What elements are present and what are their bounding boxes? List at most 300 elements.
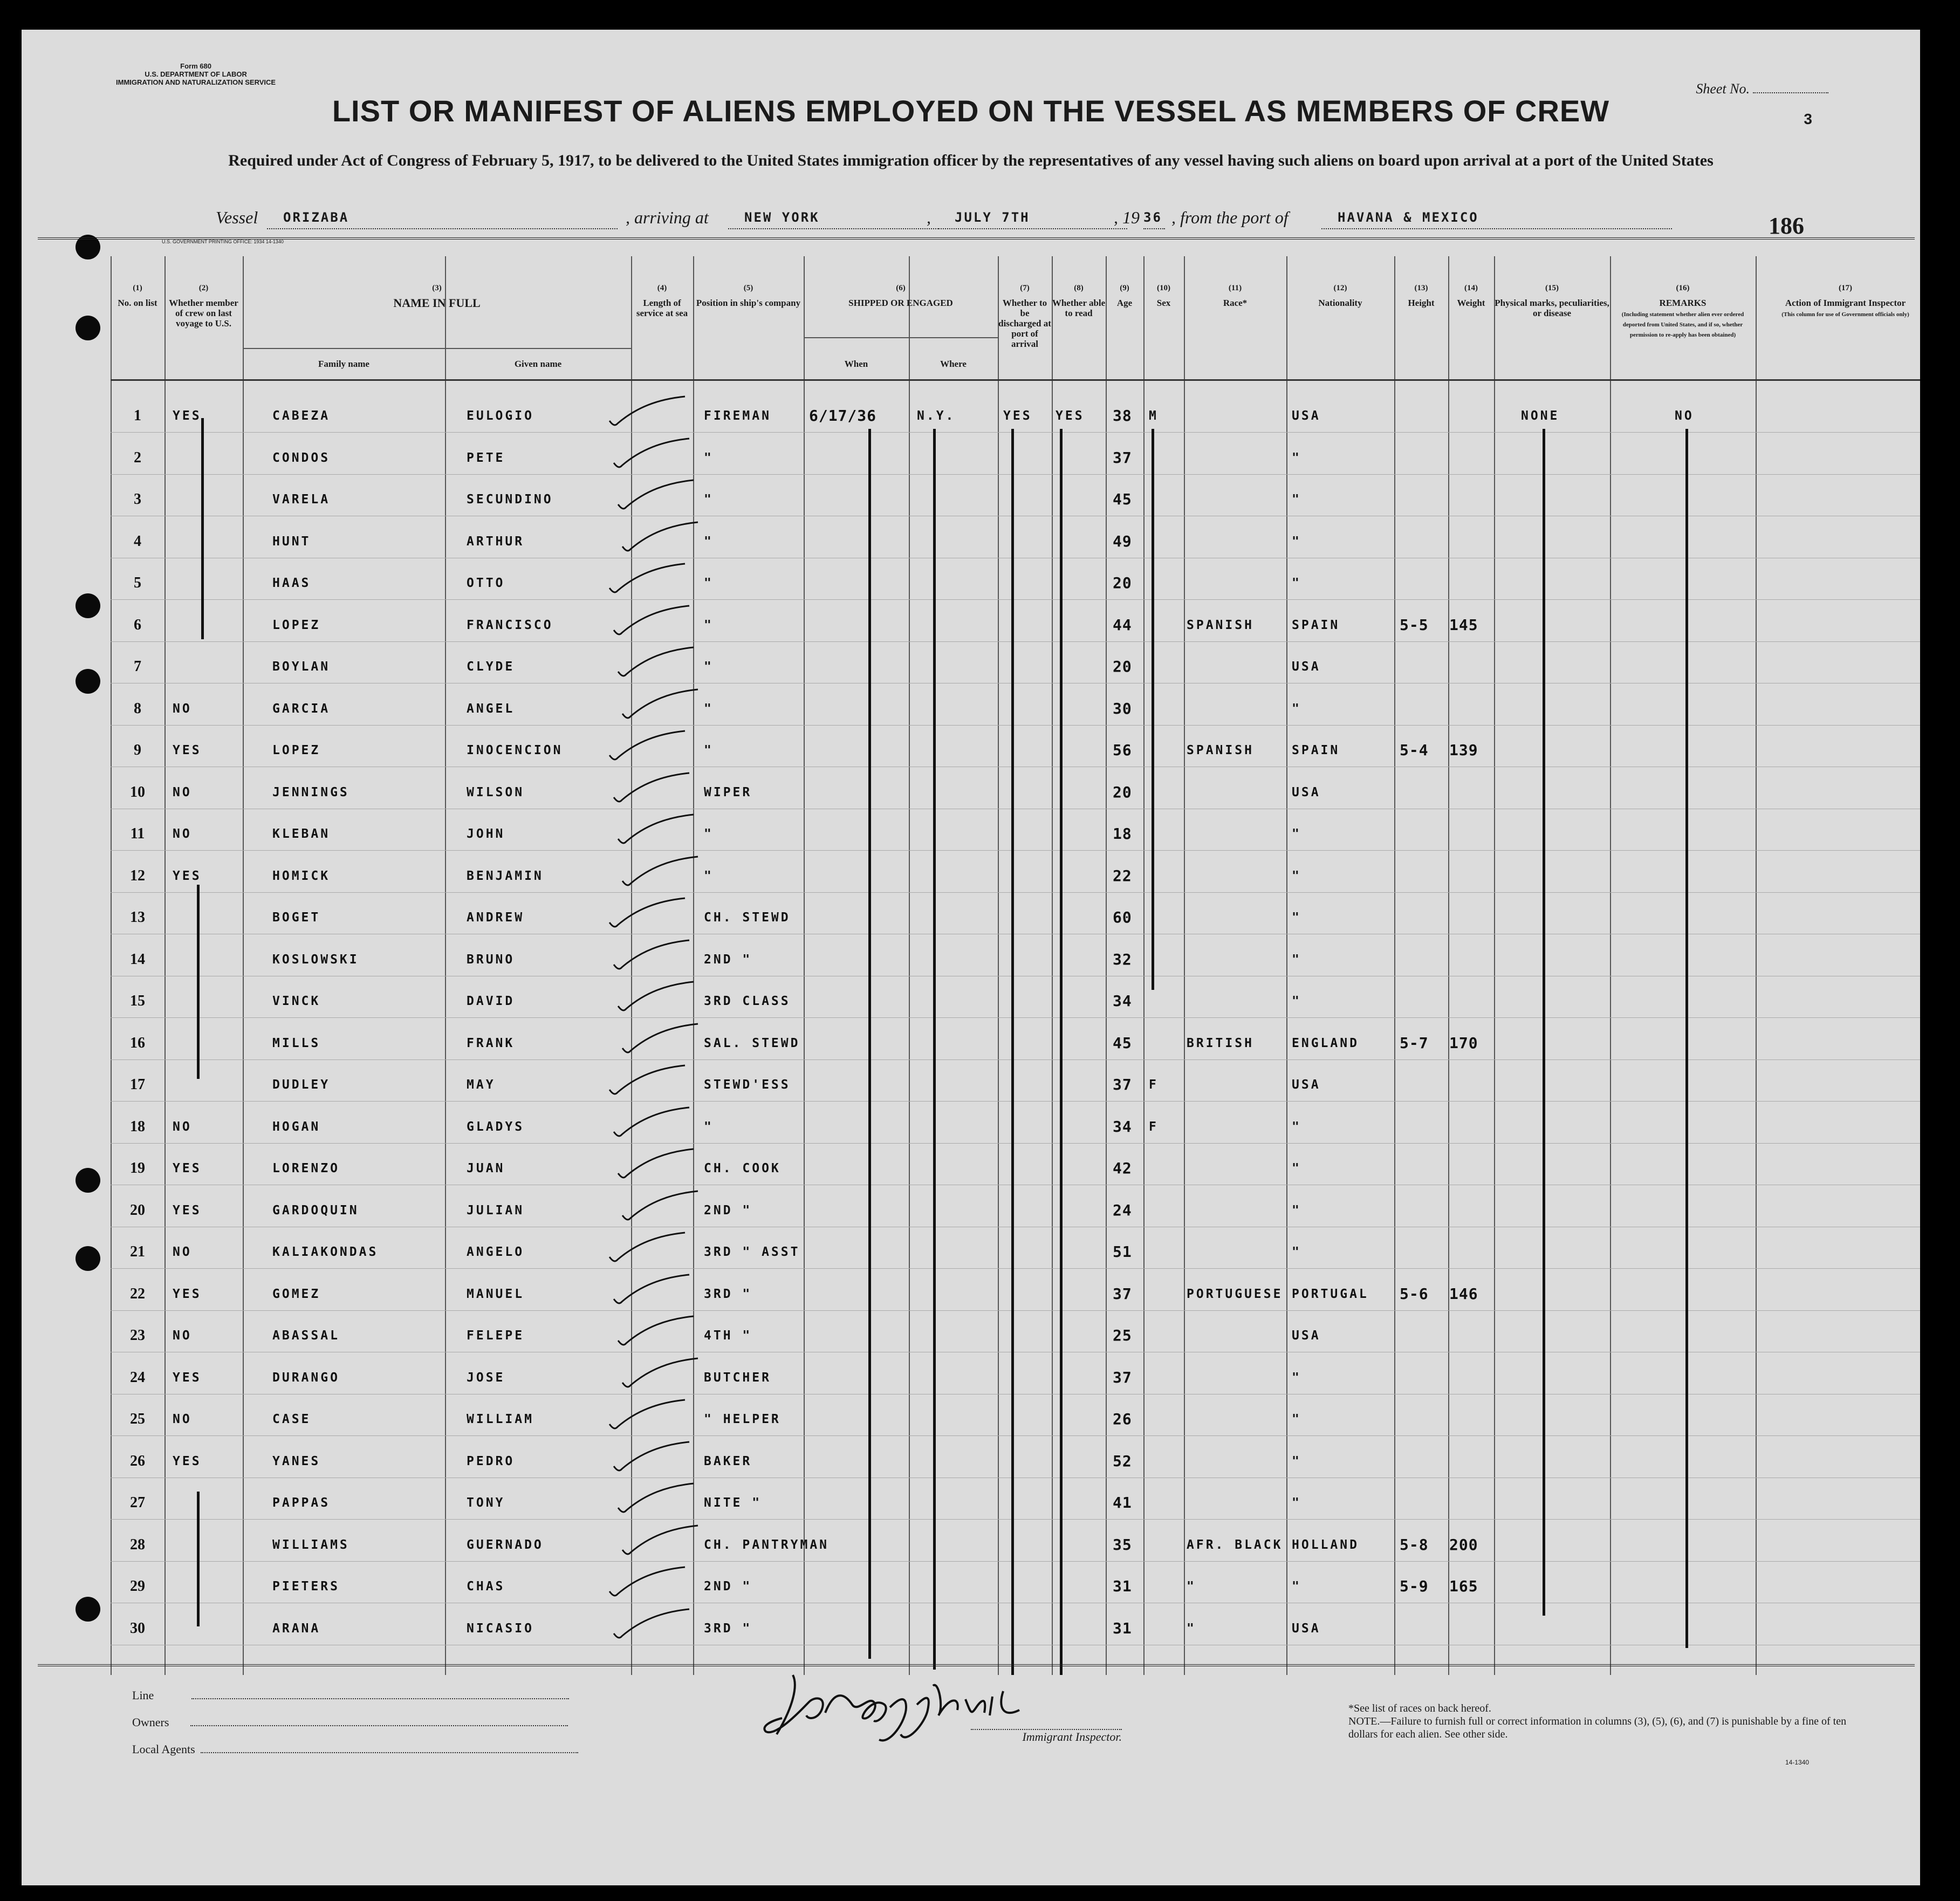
- agents-field: Local Agents: [132, 1742, 578, 1756]
- cell-age: 31: [1113, 1577, 1132, 1595]
- table-row: [111, 1562, 1920, 1603]
- cell-weight: [1449, 1241, 1492, 1263]
- cell-position: CH. COOK: [704, 1161, 781, 1175]
- cell-marks: NONE: [1521, 409, 1560, 423]
- cell-weight: [1449, 489, 1492, 510]
- table-row: [111, 1186, 1920, 1227]
- cell-where: [917, 949, 992, 970]
- cell-read: [1056, 1032, 1104, 1054]
- cell-crew: [173, 572, 243, 594]
- cell-sex: [1149, 1408, 1181, 1430]
- table-row: [111, 1018, 1920, 1060]
- cell-given: NICASIO: [467, 1621, 534, 1636]
- cell-position: SAL. STEWD: [704, 1036, 800, 1050]
- cell-height: 5-6: [1400, 1284, 1429, 1303]
- from-port: HAVANA & MEXICO: [1321, 207, 1672, 229]
- cell-remarks: [1675, 1576, 1718, 1597]
- cell-height: [1400, 1367, 1448, 1389]
- cell-remarks: [1675, 1283, 1718, 1305]
- cell-position: NITE ": [704, 1496, 762, 1510]
- check-mark-icon: [599, 1394, 707, 1432]
- cell-nationality: ": [1292, 911, 1301, 925]
- cell-weight: [1449, 1116, 1492, 1138]
- table-row: [111, 558, 1920, 600]
- cell-given: MANUEL: [467, 1287, 525, 1301]
- cell-race: [1187, 865, 1305, 887]
- cell-age: 37: [1113, 1368, 1132, 1386]
- check-mark-icon: [603, 433, 711, 471]
- cell-no: 12: [130, 867, 145, 884]
- cell-family: CASE: [272, 1412, 311, 1426]
- cell-given: OTTO: [467, 576, 505, 590]
- cell-nationality: USA: [1292, 1621, 1321, 1636]
- cell-discharged: [1003, 1283, 1052, 1305]
- cell-position: CH. STEWD: [704, 911, 791, 925]
- cell-nationality: ": [1292, 1454, 1301, 1468]
- cell-position: 3RD ": [704, 1621, 752, 1636]
- cell-family: HOGAN: [272, 1119, 321, 1134]
- cell-given: FELEPE: [467, 1329, 525, 1343]
- cell-family: ARANA: [272, 1621, 321, 1636]
- cell-remarks: [1675, 698, 1718, 720]
- cell-given: BRUNO: [467, 952, 515, 967]
- cell-given: JOHN: [467, 827, 505, 841]
- cell-crew: NO: [173, 785, 192, 799]
- check-mark-icon: [612, 1018, 719, 1056]
- cell-crew: [173, 907, 243, 928]
- table-row: [111, 1604, 1920, 1645]
- cell-age: 42: [1113, 1159, 1132, 1177]
- cell-no: 6: [134, 616, 141, 633]
- cell-remarks: [1675, 614, 1718, 636]
- cell-nationality: ENGLAND: [1292, 1036, 1359, 1050]
- cell-read: [1056, 1241, 1104, 1263]
- cell-read: [1056, 949, 1104, 970]
- cell-position: ": [704, 701, 714, 716]
- cell-no: 20: [130, 1201, 145, 1219]
- header-given-name: Given name: [514, 359, 562, 369]
- cell-no: 11: [130, 825, 145, 842]
- cell-weight: [1449, 990, 1492, 1012]
- cell-when: [809, 1576, 906, 1597]
- vessel-label: Vessel: [216, 208, 258, 227]
- cell-where: [917, 1492, 992, 1514]
- table-row: [111, 391, 1920, 433]
- manifest-sheet: [22, 30, 1920, 1885]
- cell-discharged: [1003, 782, 1052, 803]
- cell-discharged: [1003, 865, 1052, 887]
- cell-where: [917, 1116, 992, 1138]
- header-shipped-engaged: (6) SHIPPED OR ENGAGED: [848, 284, 953, 308]
- check-mark-icon: [612, 684, 719, 722]
- check-mark-icon: [603, 600, 711, 638]
- cell-nationality: ": [1292, 1579, 1301, 1594]
- cell-race: [1187, 489, 1305, 510]
- cell-race: [1187, 782, 1305, 803]
- cell-position: 2ND ": [704, 1203, 752, 1218]
- cell-weight: [1449, 531, 1492, 552]
- table-row: [111, 1478, 1920, 1520]
- cell-where: [917, 1451, 992, 1472]
- cell-no: 18: [130, 1118, 145, 1135]
- cell-family: DUDLEY: [272, 1078, 331, 1092]
- cell-remarks: [1675, 531, 1718, 552]
- cell-age: 49: [1113, 532, 1132, 550]
- cell-height: [1400, 656, 1448, 678]
- from-label: , from the port of: [1171, 208, 1289, 227]
- cell-when: [809, 1032, 906, 1054]
- cell-sex: F: [1149, 1078, 1159, 1092]
- cell-remarks: [1675, 1618, 1718, 1639]
- cell-no: 10: [130, 783, 145, 801]
- punch-hole: [76, 669, 100, 694]
- check-mark-icon: [607, 809, 715, 847]
- cell-marks: [1521, 1158, 1586, 1179]
- cell-no: 28: [130, 1536, 145, 1553]
- cell-crew: NO: [173, 1245, 192, 1259]
- penalty-note: NOTE.—Failure to furnish full or correct information in columns (3), (5), (6), and (7) is punishable by a fine of ten dollars for each alien. See other side.: [1348, 1715, 1847, 1740]
- cell-read: YES: [1056, 409, 1085, 423]
- cell-discharged: [1003, 531, 1052, 552]
- cell-family: CABEZA: [272, 409, 331, 423]
- header-discharged: (7) Whether to be discharged at port of arrival: [998, 284, 1051, 349]
- cell-weight: [1449, 823, 1492, 845]
- cell-race: [1187, 698, 1305, 720]
- year-suffix: 36: [1143, 207, 1165, 229]
- arrival-date: JULY 7TH: [938, 207, 1127, 229]
- cell-height: [1400, 1074, 1448, 1096]
- cell-age: 22: [1113, 866, 1132, 885]
- table-row: [111, 809, 1920, 851]
- cell-position: 3RD " ASST: [704, 1245, 800, 1259]
- table-row: [111, 1437, 1920, 1478]
- cell-no: 3: [134, 491, 141, 508]
- cell-read: [1056, 1618, 1104, 1639]
- cell-given: GUERNADO: [467, 1537, 544, 1552]
- cell-weight: 146: [1449, 1284, 1478, 1303]
- cell-remarks: [1675, 1325, 1718, 1346]
- cell-no: 25: [130, 1411, 145, 1427]
- cell-discharged: [1003, 1200, 1052, 1221]
- table-row: [111, 684, 1920, 726]
- header-crew-last-voyage: (2) Whether member of crew on last voyage to U.S.: [169, 284, 238, 329]
- cell-read: [1056, 1492, 1104, 1514]
- cell-where: [917, 907, 992, 928]
- cell-height: [1400, 782, 1448, 803]
- cell-marks: [1521, 823, 1586, 845]
- cell-marks: [1521, 1325, 1586, 1346]
- cell-weight: [1449, 447, 1492, 469]
- cell-weight: 170: [1449, 1034, 1478, 1052]
- table-row: [111, 1269, 1920, 1311]
- sheet-number: 3: [1804, 111, 1812, 127]
- cell-nationality: ": [1292, 701, 1301, 716]
- cell-race: ": [1187, 1579, 1196, 1594]
- cell-age: 20: [1113, 658, 1132, 675]
- cell-discharged: [1003, 614, 1052, 636]
- cell-when: [809, 1451, 906, 1472]
- cell-marks: [1521, 1408, 1586, 1430]
- cell-remarks: [1675, 990, 1718, 1012]
- cell-no: 23: [130, 1327, 145, 1344]
- cell-given: MAY: [467, 1078, 496, 1092]
- cell-height: [1400, 865, 1448, 887]
- cell-position: ": [704, 743, 714, 757]
- line-field: Line: [132, 1688, 569, 1702]
- cell-remarks: [1675, 1492, 1718, 1514]
- cell-age: 44: [1113, 616, 1132, 634]
- cell-height: 5-8: [1400, 1535, 1429, 1554]
- cell-family: KLEBAN: [272, 827, 331, 841]
- header-race: (11) Race*: [1223, 284, 1248, 308]
- cell-family: JENNINGS: [272, 785, 349, 799]
- cell-weight: [1449, 1325, 1492, 1346]
- cell-remarks: [1675, 782, 1718, 803]
- cell-position: WIPER: [704, 785, 752, 799]
- check-mark-icon: [599, 1060, 707, 1098]
- cell-weight: [1449, 698, 1492, 720]
- table-row: [111, 433, 1920, 475]
- check-mark-icon: [603, 1437, 711, 1474]
- cell-remarks: [1675, 907, 1718, 928]
- cell-race: [1187, 656, 1305, 678]
- cell-no: 1: [134, 407, 141, 424]
- cell-discharged: [1003, 1618, 1052, 1639]
- cell-nationality: ": [1292, 994, 1301, 1008]
- cell-nationality: SPAIN: [1292, 618, 1340, 632]
- footer-notes: [1348, 1702, 1861, 1741]
- cell-family: GOMEZ: [272, 1287, 321, 1301]
- cell-race: [1187, 1451, 1305, 1472]
- cell-race: [1187, 447, 1305, 469]
- cell-when: [809, 1408, 906, 1430]
- cell-race: SPANISH: [1187, 743, 1254, 757]
- cell-when: [809, 1534, 906, 1556]
- cell-race: [1187, 907, 1305, 928]
- header-when: When: [844, 359, 868, 369]
- cell-marks: [1521, 1534, 1586, 1556]
- cell-weight: [1449, 656, 1492, 678]
- cell-where: [917, 1283, 992, 1305]
- cell-age: 25: [1113, 1326, 1132, 1344]
- cell-age: 20: [1113, 574, 1132, 592]
- cell-sex: [1149, 1158, 1181, 1179]
- cell-marks: [1521, 1241, 1586, 1263]
- cell-age: 30: [1113, 699, 1132, 717]
- cell-discharged: [1003, 1576, 1052, 1597]
- cell-height: [1400, 405, 1448, 427]
- cell-race: [1187, 1116, 1305, 1138]
- cell-read: [1056, 531, 1104, 552]
- cell-given: ANGEL: [467, 701, 515, 716]
- cell-height: [1400, 489, 1448, 510]
- cell-when: [809, 447, 906, 469]
- cell-crew: YES: [173, 1454, 202, 1468]
- cell-race: [1187, 1408, 1305, 1430]
- cell-nationality: ": [1292, 1203, 1301, 1218]
- table-row: [111, 1353, 1920, 1394]
- cell-discharged: [1003, 1032, 1052, 1054]
- header-length-of-service: (4) Length of service at sea: [636, 284, 688, 318]
- cell-discharged: [1003, 447, 1052, 469]
- cell-where: [917, 1074, 992, 1096]
- check-mark-icon: [607, 475, 715, 512]
- cell-sex: [1149, 990, 1181, 1012]
- cell-weight: [1449, 1408, 1492, 1430]
- check-mark-icon: [607, 1311, 715, 1349]
- cell-nationality: USA: [1292, 409, 1321, 423]
- cell-read: [1056, 990, 1104, 1012]
- cell-weight: [1449, 949, 1492, 970]
- cell-family: HUNT: [272, 534, 311, 549]
- cell-given: FRANCISCO: [467, 618, 553, 632]
- cell-weight: [1449, 405, 1492, 427]
- cell-position: ": [704, 660, 714, 674]
- cell-no: 14: [130, 950, 145, 968]
- cell-where: [917, 1534, 992, 1556]
- cell-position: ": [704, 493, 714, 507]
- cell-height: [1400, 949, 1448, 970]
- cell-when: [809, 949, 906, 970]
- cell-marks: [1521, 1116, 1586, 1138]
- punch-hole: [76, 1168, 100, 1193]
- cell-height: [1400, 1158, 1448, 1179]
- cell-age: 38: [1113, 407, 1132, 425]
- check-mark-icon: [599, 558, 707, 596]
- cell-position: 4TH ": [704, 1329, 752, 1343]
- cell-age: 56: [1113, 741, 1132, 759]
- cell-family: LOPEZ: [272, 743, 321, 757]
- cell-marks: [1521, 614, 1586, 636]
- cell-where: [917, 990, 992, 1012]
- cell-read: [1056, 1200, 1104, 1221]
- cell-read: [1056, 1283, 1104, 1305]
- cell-weight: 145: [1449, 616, 1478, 634]
- cell-when: [809, 907, 906, 928]
- cell-when: [809, 1492, 906, 1514]
- cell-when: [809, 782, 906, 803]
- header-nationality: (12) Nationality: [1318, 284, 1362, 308]
- cell-discharged: [1003, 990, 1052, 1012]
- cell-race: [1187, 1158, 1305, 1179]
- cell-race: [1187, 1241, 1305, 1263]
- cell-no: 29: [130, 1578, 145, 1595]
- cell-race: [1187, 1200, 1305, 1221]
- cell-when: [809, 698, 906, 720]
- cell-when: [809, 1116, 906, 1138]
- cell-height: [1400, 907, 1448, 928]
- cell-marks: [1521, 990, 1586, 1012]
- cell-no: 19: [130, 1160, 145, 1177]
- cell-race: [1187, 1074, 1305, 1096]
- cell-remarks: [1675, 1074, 1718, 1096]
- cell-crew: YES: [173, 869, 202, 883]
- cell-weight: [1449, 1200, 1492, 1221]
- cell-marks: [1521, 1032, 1586, 1054]
- cell-remarks: [1675, 823, 1718, 845]
- table-row: [111, 976, 1920, 1018]
- cell-weight: [1449, 1074, 1492, 1096]
- cell-family: BOYLAN: [272, 660, 331, 674]
- cell-sex: [1149, 1032, 1181, 1054]
- form-code: 14-1340: [1785, 1759, 1810, 1766]
- cell-given: INOCENCION: [467, 743, 563, 757]
- cell-discharged: [1003, 949, 1052, 970]
- cell-where: [917, 1032, 992, 1054]
- cell-nationality: ": [1292, 1412, 1301, 1426]
- cell-family: BOGET: [272, 911, 321, 925]
- cell-where: [917, 656, 992, 678]
- cell-weight: [1449, 907, 1492, 928]
- cell-crew: [173, 1576, 243, 1597]
- cell-discharged: [1003, 489, 1052, 510]
- cell-race: [1187, 405, 1305, 427]
- cell-no: 16: [130, 1034, 145, 1051]
- cell-height: [1400, 1451, 1448, 1472]
- cell-given: ANDREW: [467, 911, 525, 925]
- cell-crew: NO: [173, 1119, 192, 1134]
- cell-discharged: [1003, 1241, 1052, 1263]
- cell-marks: [1521, 949, 1586, 970]
- cell-discharged: [1003, 1158, 1052, 1179]
- cell-sex: [1149, 1451, 1181, 1472]
- cell-given: JULIAN: [467, 1203, 525, 1218]
- cell-remarks: [1675, 1451, 1718, 1472]
- cell-when: [809, 1618, 906, 1639]
- check-mark-icon: [603, 768, 711, 805]
- cell-read: [1056, 614, 1104, 636]
- cell-age: 32: [1113, 950, 1132, 968]
- cell-position: " HELPER: [704, 1412, 781, 1426]
- cell-age: 24: [1113, 1201, 1132, 1219]
- cell-crew: [173, 949, 243, 970]
- cell-discharged: [1003, 823, 1052, 845]
- cell-read: [1056, 1408, 1104, 1430]
- punch-hole: [76, 316, 100, 340]
- cell-when: 6/17/36: [809, 407, 877, 425]
- cell-nationality: USA: [1292, 785, 1321, 799]
- cell-race: [1187, 949, 1305, 970]
- cell-family: PAPPAS: [272, 1496, 331, 1510]
- header-family-name: Family name: [318, 359, 369, 369]
- cell-sex: [1149, 1283, 1181, 1305]
- cell-nationality: USA: [1292, 1329, 1321, 1343]
- cell-sex: [1149, 1534, 1181, 1556]
- cell-remarks: NO: [1675, 409, 1694, 423]
- cell-read: [1056, 907, 1104, 928]
- cell-discharged: [1003, 1074, 1052, 1096]
- cell-marks: [1521, 1451, 1586, 1472]
- cell-position: 3RD ": [704, 1287, 752, 1301]
- cell-given: PEDRO: [467, 1454, 515, 1468]
- cell-marks: [1521, 572, 1586, 594]
- cell-marks: [1521, 1492, 1586, 1514]
- page-subtitle: Required under Act of Congress of February 5, 1917, to be delivered to the United States immigration officer by the representatives of any vessel having such aliens on board upon arrival at a port of the United States: [228, 152, 1714, 169]
- cell-given: TONY: [467, 1496, 505, 1510]
- cell-crew: [173, 656, 243, 678]
- punch-hole: [76, 593, 100, 618]
- cell-given: GLADYS: [467, 1119, 525, 1134]
- cell-position: 3RD CLASS: [704, 994, 791, 1008]
- check-mark-icon: [612, 1353, 719, 1391]
- cell-crew: [173, 990, 243, 1012]
- cell-age: 51: [1113, 1243, 1132, 1261]
- cell-crew: YES: [173, 409, 202, 423]
- cell-race: ": [1187, 1621, 1196, 1636]
- cell-discharged: [1003, 907, 1052, 928]
- cell-weight: [1449, 782, 1492, 803]
- cell-height: [1400, 572, 1448, 594]
